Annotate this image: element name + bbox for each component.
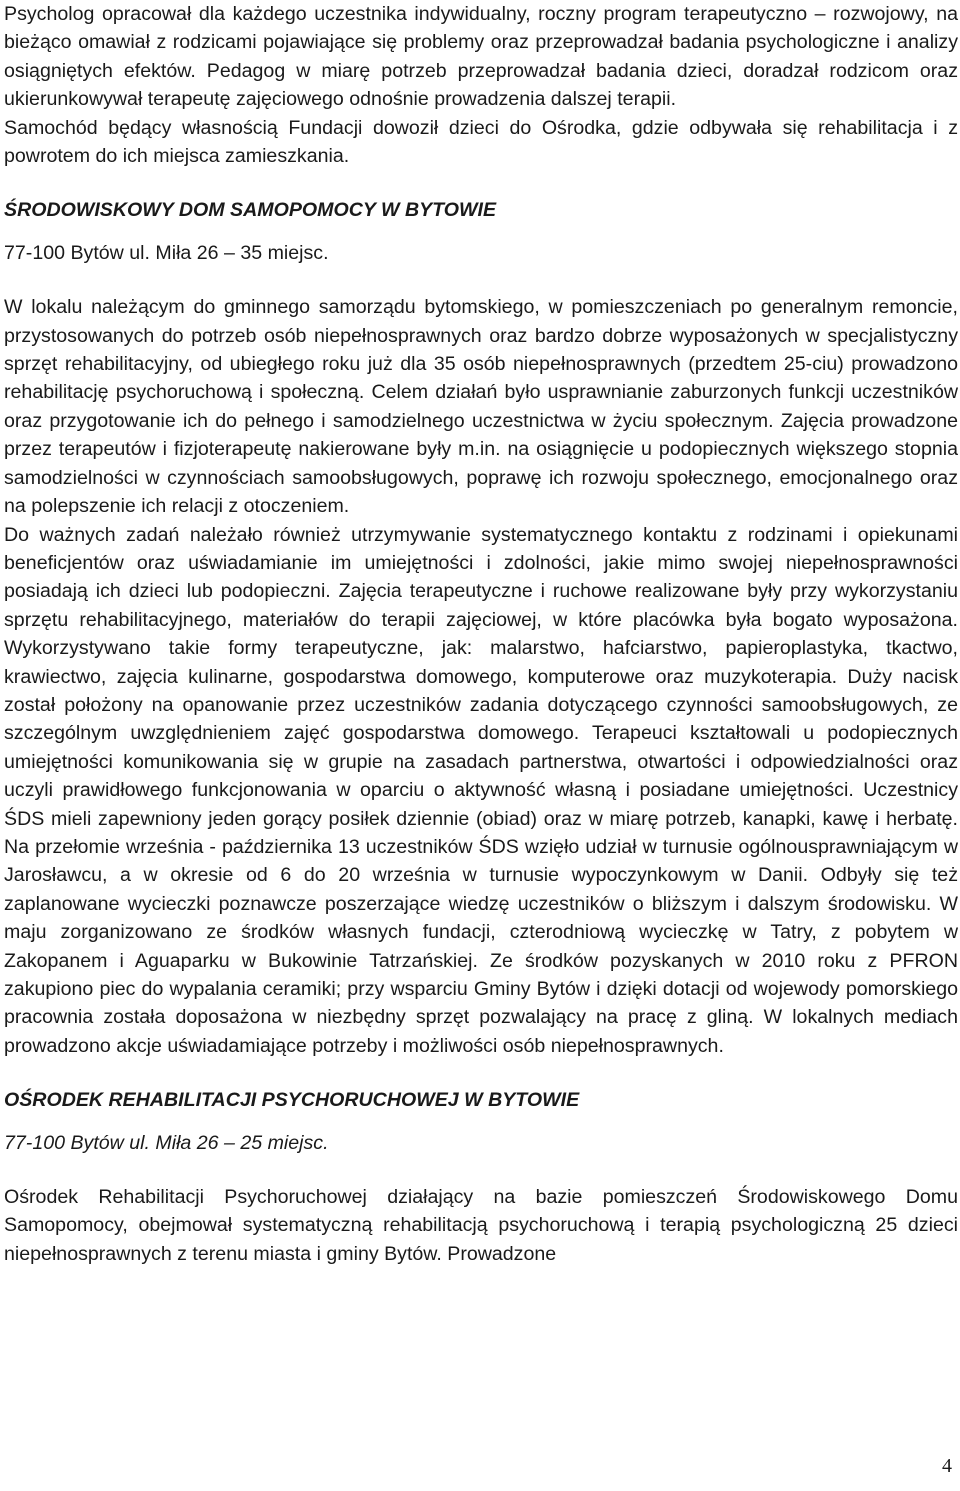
sds-paragraph-1: W lokalu należącym do gminnego samorządu bytomskiego, w pomieszczeniach po generalnym remoncie, przystosowanych do potrzeb osób niepełnosprawnych oraz bardzo dobrze wyposażonych w specjalistyczny sprzęt rehabilitacyjny, od ubiegłego roku już dla 35 osób niepełnosprawnych (przedtem 25-ciu) prowadzono rehabilitację psychoruchową i społeczną. Celem działań było usprawnianie zaburzonych funkcji uczestników oraz przygotowanie ich do pełnego i samodzielnego uczestnictwa w życiu społecznym. Zajęcia prowadzone przez terapeutów i fizjoterapeutę nakierowane były m.in. na osiągnięcie u podopiecznych większego stopnia samodzielności w czynnościach samoobsługowych, poprawę ich rozwoju społecznego, emocjonalnego oraz na polepszenie ich relacji z otoczeniem.	[4, 296, 958, 518]
section-title-sds: ŚRODOWISKOWY DOM SAMOPOMOCY W BYTOWIE	[4, 199, 497, 222]
section-address-orp: 77-100 Bytów ul. Miła 26 – 25 miejsc.	[4, 1131, 329, 1154]
section-title-orp: OŚRODEK REHABILITACJI PSYCHORUCHOWEJ W BYTOWIE	[4, 1089, 580, 1112]
intro-paragraph-2: Samochód będący własnością Fundacji dowoził dzieci do Ośrodka, gdzie odbywała się rehabilitacja i z powrotem do ich miejsca zamieszkania.	[4, 116, 958, 168]
page-number: 4	[942, 1455, 952, 1477]
intro-paragraph-1: Psycholog opracował dla każdego uczestnika indywidualny, roczny program terapeutyczno – rozwojowy, na bieżąco omawiał z rodzicami pojawiające się problemy oraz przeprowadzał badania psychologiczne i analizy osiągniętych efektów. Pedagog w miarę potrzeb przeprowadzał badania dzieci, doradzał rodzicom oraz ukierunkowywał terapeutę zajęciowego odnośnie prowadzenia dalszej terapii.	[4, 3, 958, 111]
orp-paragraph-1: Ośrodek Rehabilitacji Psychoruchowej działający na bazie pomieszczeń Środowiskowego Domu Samopomocy, obejmował systematyczną rehabilitacją psychoruchową i terapią psychologiczną 25 dzieci niepełnosprawnych z terenu miasta i gminy Bytów. Prowadzone	[4, 1186, 958, 1265]
section-address-sds: 77-100 Bytów ul. Miła 26 – 35 miejsc.	[4, 241, 329, 264]
sds-paragraph-2: Do ważnych zadań należało również utrzymywanie systematycznego kontaktu z rodzinami i opiekunami beneficjentów oraz uświadamianie im umiejętności i zdolności, jakie mimo swojej niepełnosprawności posiadają ich dzieci lub podopieczni. Zajęcia terapeutyczne i ruchowe realizowane były przy wykorzystaniu sprzętu rehabilitacyjnego, materiałów do terapii zajęciowej, w które placówka była bogato wyposażona. Wykorzystywano takie formy terapeutyczne, jak: malarstwo, hafciarstwo, papieroplastyka, tkactwo, krawiectwo, zajęcia kulinarne, gospodarstwa domowego, komputerowe oraz muzykoterapia. Duży nacisk został położony na opanowanie przez uczestników zadania dotyczącego czynności samoobsługowych, ze szczególnym uwzględnieniem zajęć gospodarstwa domowego. Terapeuci kształtowali u podopiecznych umiejętności komunikowania się w grupie na zasadach partnerstwa, otwartości i odpowiedzialności oraz uczyli prawidłowego funkcjonowania w oparciu o aktywność własną i posiadane umiejętności. Uczestnicy ŚDS mieli zapewniony jeden gorący posiłek dziennie (obiad) oraz w miarę potrzeb, kanapki, kawę i herbatę. Na przełomie września - października 13 uczestników ŚDS wzięło udział w turnusie ogólnousprawniającym w Jarosławcu, a w okresie od 6 do 20 września w turnusie wypoczynkowym w Danii. Odbyły się też zaplanowane wycieczki poznawcze poszerzające wiedzę uczestników o bliższym i dalszym środowisku. W maju zorganizowano ze środków własnych fundacji, czterodniową wycieczkę w Tatry, z pobytem w Zakopanem i Aguaparku w Bukowinie Tatrzańskiej. Ze środków pozyskanych w 2010 roku z PFRON zakupiono piec do wypalania ceramiki; przy wsparciu Gminy Bytów i dzięki dotacji od wojewody pomorskiego pracownia została doposażona w niezbędny sprzęt pozwalający na pracę z gliną. W lokalnych mediach prowadzono akcje uświadamiające potrzeby i możliwości osób niepełnosprawnych.	[4, 523, 958, 1057]
